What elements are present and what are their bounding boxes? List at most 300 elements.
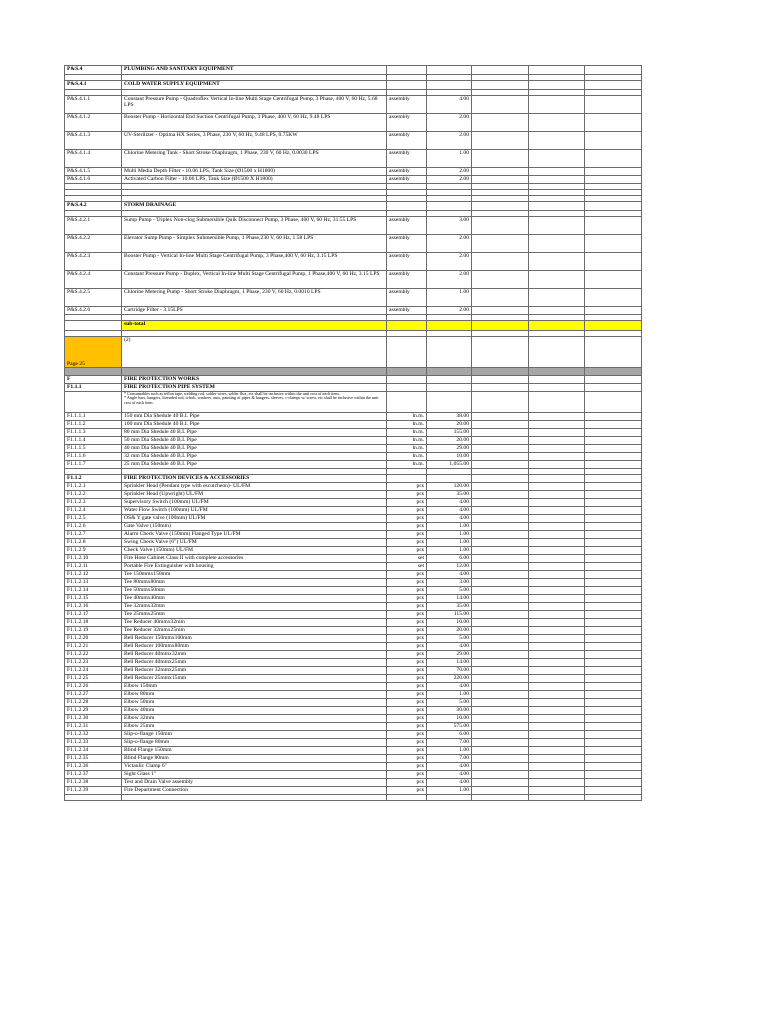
blank-cell — [529, 507, 585, 515]
item-description: Fire Hose Cabinet Class II with complete accessories — [122, 555, 387, 563]
blank-cell — [585, 707, 642, 715]
blank-cell — [585, 321, 642, 331]
item-quantity: 4.00 — [427, 571, 472, 579]
blank-cell — [585, 337, 642, 368]
item-quantity: 20.00 — [427, 421, 472, 429]
blank-cell — [529, 168, 585, 176]
blank-cell — [529, 384, 585, 392]
item-description: Constant Pressure Pump - Duplex, Vertical In-line Multi Stage Centrifugal Pump, 1 Phase,400 V, 60 Hz, 3.15 LPS — [122, 271, 387, 289]
item-quantity: 2.00 — [427, 253, 472, 271]
item-row — [65, 253, 642, 271]
item-code: F1.1.2.23 — [65, 659, 122, 667]
blank-cell — [472, 499, 529, 507]
blank-cell — [472, 289, 529, 307]
blank-cell — [529, 176, 585, 184]
blank-cell — [529, 579, 585, 587]
item-code: F1.1.2.17 — [65, 611, 122, 619]
item-code: F1.1.2.27 — [65, 691, 122, 699]
item-row — [65, 683, 642, 691]
item-code: F1.1.2.1 — [65, 483, 122, 491]
item-unit: pcs — [387, 683, 427, 691]
blank-cell — [472, 619, 529, 627]
blank-cell — [387, 384, 427, 392]
item-unit: pcs — [387, 619, 427, 627]
item-row — [65, 723, 642, 731]
item-row — [65, 691, 642, 699]
item-code: F1.1.2.8 — [65, 539, 122, 547]
blank-cell — [585, 307, 642, 315]
item-description: Elbow 50mm — [122, 699, 387, 707]
item-quantity: 4.00 — [427, 96, 472, 114]
blank-cell — [585, 699, 642, 707]
blank-cell — [472, 771, 529, 779]
blank-cell — [472, 595, 529, 603]
item-row — [65, 667, 642, 675]
item-quantity: 1.00 — [427, 747, 472, 755]
item-code: F1.1.1.5 — [65, 445, 122, 453]
blank-cell — [585, 531, 642, 539]
item-quantity: 12.00 — [427, 563, 472, 571]
blank-cell — [585, 523, 642, 531]
item-code: F1.1.2.22 — [65, 651, 122, 659]
item-quantity: 7.00 — [427, 755, 472, 763]
blank-cell — [529, 491, 585, 499]
item-row — [65, 547, 642, 555]
blank-cell — [472, 421, 529, 429]
item-unit: pcs — [387, 507, 427, 515]
blank-cell — [585, 483, 642, 491]
blank-cell — [472, 667, 529, 675]
blank-cell — [585, 755, 642, 763]
blank-cell — [529, 619, 585, 627]
blank-cell — [472, 202, 529, 211]
item-description: Tee Reducer 40mmx32mm — [122, 619, 387, 627]
item-unit: assembly — [387, 271, 427, 289]
item-code: F1.1.2.11 — [65, 563, 122, 571]
blank-cell — [585, 384, 642, 392]
item-code: P&S.4.1.1 — [65, 96, 122, 114]
item-unit: ln.m. — [387, 437, 427, 445]
item-row — [65, 453, 642, 461]
blank-cell — [585, 66, 642, 75]
item-row — [65, 421, 642, 429]
blank-cell — [472, 587, 529, 595]
section-title: FIRE PROTECTION WORKS — [122, 376, 387, 384]
blank-cell — [472, 217, 529, 235]
blank-cell — [472, 429, 529, 437]
blank-cell — [529, 627, 585, 635]
item-code: F1.1.2.5 — [65, 515, 122, 523]
item-row — [65, 491, 642, 499]
blank-cell — [472, 453, 529, 461]
item-code: P&S.4.2.3 — [65, 253, 122, 271]
item-code: F1.1.2.10 — [65, 555, 122, 563]
blank-cell — [529, 723, 585, 731]
subtotal-row — [65, 321, 642, 331]
item-code: F1.1.2.34 — [65, 747, 122, 755]
item-quantity: 4.00 — [427, 507, 472, 515]
blank-cell — [585, 763, 642, 771]
blank-cell — [472, 96, 529, 114]
blank-cell — [585, 779, 642, 787]
item-quantity: 2.00 — [427, 114, 472, 132]
item-unit: set — [387, 555, 427, 563]
item-unit: pcs — [387, 707, 427, 715]
item-code: F1.1.2.32 — [65, 731, 122, 739]
item-quantity: 5.00 — [427, 699, 472, 707]
blank-cell — [529, 132, 585, 150]
blank-cell — [472, 483, 529, 491]
section-title: FIRE PROTECTION DEVICES & ACCESSORIES — [122, 475, 387, 483]
item-code: P&S.4.1.4 — [65, 150, 122, 168]
item-quantity: 29.00 — [427, 651, 472, 659]
item-code: F1.1.2.29 — [65, 707, 122, 715]
blank-cell — [529, 595, 585, 603]
item-unit: pcs — [387, 571, 427, 579]
blank-cell — [472, 699, 529, 707]
item-description: Bell Reducer 40mmx25mm — [122, 659, 387, 667]
blank-cell — [585, 603, 642, 611]
blank-cell — [472, 150, 529, 168]
blank-cell — [387, 66, 427, 75]
blank-cell — [122, 795, 387, 801]
blank-cell — [472, 271, 529, 289]
blank-cell — [472, 707, 529, 715]
item-quantity: 1.00 — [427, 547, 472, 555]
item-description: Sump Pump - Triplex Non-clog Submersible Quik Disconnect Pump, 3 Phase, 400 V, 60 Hz, 31.55 LPS — [122, 217, 387, 235]
blank-cell — [529, 715, 585, 723]
blank-cell — [472, 555, 529, 563]
blank-cell — [585, 651, 642, 659]
item-unit: pcs — [387, 547, 427, 555]
blank-cell — [585, 132, 642, 150]
item-description: Sight Glass 1" — [122, 771, 387, 779]
item-quantity: 4.00 — [427, 499, 472, 507]
item-row — [65, 499, 642, 507]
item-quantity: 155.00 — [427, 429, 472, 437]
blank-cell — [585, 499, 642, 507]
blank-cell — [529, 731, 585, 739]
blank-cell — [585, 691, 642, 699]
blank-cell — [472, 321, 529, 331]
item-unit: ln.m. — [387, 421, 427, 429]
item-quantity: 1.00 — [427, 787, 472, 795]
item-row — [65, 531, 642, 539]
item-quantity: 4.00 — [427, 779, 472, 787]
item-row — [65, 763, 642, 771]
blank-cell — [472, 523, 529, 531]
section-code: F1.1.2 — [65, 475, 122, 483]
item-code: F1.1.2.15 — [65, 595, 122, 603]
item-row — [65, 595, 642, 603]
item-unit: pcs — [387, 779, 427, 787]
blank-cell — [585, 413, 642, 421]
blank-cell — [529, 461, 585, 469]
item-row — [65, 445, 642, 453]
item-unit: pcs — [387, 635, 427, 643]
blank-cell — [529, 271, 585, 289]
blank-cell — [529, 779, 585, 787]
item-row — [65, 563, 642, 571]
item-code: F1.1.2.36 — [65, 763, 122, 771]
item-code: F1.1.2.24 — [65, 667, 122, 675]
blank-cell — [529, 571, 585, 579]
item-code: P&S.4.2.5 — [65, 289, 122, 307]
blank-cell — [529, 515, 585, 523]
blank-cell — [529, 499, 585, 507]
blank-cell — [529, 368, 585, 376]
blank-cell — [472, 253, 529, 271]
item-quantity: 30.00 — [427, 707, 472, 715]
item-quantity: 35.00 — [427, 491, 472, 499]
item-unit: pcs — [387, 755, 427, 763]
item-quantity: 4.00 — [427, 763, 472, 771]
blank-cell — [427, 368, 472, 376]
blank-cell — [585, 168, 642, 176]
item-row — [65, 635, 642, 643]
blank-cell — [529, 787, 585, 795]
blank-cell — [472, 368, 529, 376]
item-row — [65, 168, 642, 176]
blank-cell — [427, 795, 472, 801]
blank-cell — [585, 659, 642, 667]
blank-cell — [585, 619, 642, 627]
item-description: 100 mm Dia Shedule 40 B.I. Pipe — [122, 421, 387, 429]
blank-cell — [529, 429, 585, 437]
item-unit: pcs — [387, 531, 427, 539]
item-description: 25 mm Dia Shedule 40 B.I. Pipe — [122, 461, 387, 469]
blank-cell — [427, 202, 472, 211]
item-description: Supervisory Switch (100mm) UL/FM — [122, 499, 387, 507]
blank-cell — [529, 739, 585, 747]
blank-cell — [472, 515, 529, 523]
section-title: FIRE PROTECTION PIPE SYSTEM — [122, 384, 387, 392]
item-code: F1.1.1.1 — [65, 413, 122, 421]
item-row — [65, 307, 642, 315]
blank-cell — [472, 739, 529, 747]
item-quantity: 2.00 — [427, 132, 472, 150]
section-title: COLD WATER SUPPLY EQUIPMENT — [122, 81, 387, 90]
item-quantity: 6.00 — [427, 731, 472, 739]
section-header-row — [65, 475, 642, 483]
item-description: Bell Reducer 40mmx32mm — [122, 651, 387, 659]
blank-cell — [585, 747, 642, 755]
item-quantity: 1.00 — [427, 539, 472, 547]
item-unit: ln.m. — [387, 445, 427, 453]
item-code: P&S.4.1.2 — [65, 114, 122, 132]
blank-cell — [472, 307, 529, 315]
blank-cell — [529, 691, 585, 699]
item-code: F1.1.2.28 — [65, 699, 122, 707]
item-row — [65, 114, 642, 132]
item-row — [65, 461, 642, 469]
blank-cell — [529, 523, 585, 531]
item-row — [65, 483, 642, 491]
blank-cell — [529, 453, 585, 461]
blank-cell — [472, 531, 529, 539]
blank-cell — [472, 547, 529, 555]
blank-cell — [585, 795, 642, 801]
item-quantity: 7.00 — [427, 739, 472, 747]
item-quantity: 1.00 — [427, 531, 472, 539]
blank-cell — [387, 337, 427, 368]
item-code: F1.1.1.3 — [65, 429, 122, 437]
item-description: 150 mm Dia Shedule 40 B.I. Pipe — [122, 413, 387, 421]
blank-cell — [472, 176, 529, 184]
blank-cell — [529, 635, 585, 643]
item-unit: assembly — [387, 235, 427, 253]
blank-cell — [585, 217, 642, 235]
section-code: P&S.4.2 — [65, 202, 122, 211]
item-unit: pcs — [387, 523, 427, 531]
blank-cell — [65, 795, 122, 801]
blank-cell — [472, 132, 529, 150]
blank-cell — [529, 217, 585, 235]
separator-row — [65, 368, 642, 376]
item-code: F1.1.2.35 — [65, 755, 122, 763]
item-code: F1.1.2.2 — [65, 491, 122, 499]
item-description: Booster Pump - Horizontal End Suction Centrifugal Pump, 3 Phase, 400 V, 60 Hz, 9.48 LPS — [122, 114, 387, 132]
item-description: Fire Department Connection — [122, 787, 387, 795]
blank-cell — [472, 445, 529, 453]
item-unit: ln.m. — [387, 453, 427, 461]
blank-cell — [529, 667, 585, 675]
item-unit: pcs — [387, 747, 427, 755]
item-unit: pcs — [387, 611, 427, 619]
blank-cell — [529, 202, 585, 211]
blank-cell — [472, 795, 529, 801]
blank-cell — [529, 421, 585, 429]
blank-cell — [472, 81, 529, 90]
blank-cell — [472, 579, 529, 587]
blank-cell — [529, 96, 585, 114]
item-code: F1.1.2.13 — [65, 579, 122, 587]
blank-cell — [472, 747, 529, 755]
item-code: P&S.4.2.6 — [65, 307, 122, 315]
item-row — [65, 571, 642, 579]
item-unit: set — [387, 563, 427, 571]
item-row — [65, 643, 642, 651]
item-quantity: 3.00 — [427, 217, 472, 235]
item-quantity: 35.00 — [427, 603, 472, 611]
item-unit: ln.m. — [387, 413, 427, 421]
blank-cell — [585, 368, 642, 376]
blank-cell — [472, 491, 529, 499]
item-code: F1.1.2.33 — [65, 739, 122, 747]
note-consumables: * Consumables such as teflon tape, welding rod, solder wires, solder flux, etc shall be inclusive within the unit cost of each item. — [124, 391, 340, 396]
blank-cell — [585, 715, 642, 723]
blank-cell — [472, 539, 529, 547]
item-unit: pcs — [387, 723, 427, 731]
blank-cell — [529, 643, 585, 651]
blank-cell — [387, 795, 427, 801]
blank-cell — [529, 563, 585, 571]
blank-cell — [585, 547, 642, 555]
item-row — [65, 523, 642, 531]
blank-cell — [585, 635, 642, 643]
blank-cell — [427, 384, 472, 392]
item-description: Test and Drain Valve assembly — [122, 779, 387, 787]
blank-cell — [529, 483, 585, 491]
section-header-row — [65, 202, 642, 211]
item-quantity: 2.00 — [427, 271, 472, 289]
blank-cell — [585, 723, 642, 731]
item-unit: assembly — [387, 307, 427, 315]
blank-cell — [427, 392, 472, 413]
blank-cell — [472, 683, 529, 691]
item-row — [65, 619, 642, 627]
item-quantity: 14.00 — [427, 595, 472, 603]
blank-cell — [529, 795, 585, 801]
item-quantity: 1.00 — [427, 289, 472, 307]
blank-cell — [529, 707, 585, 715]
item-quantity: 5.00 — [427, 635, 472, 643]
item-row — [65, 715, 642, 723]
blank-cell — [472, 337, 529, 368]
blank-cell — [529, 683, 585, 691]
item-quantity: 2.00 — [427, 307, 472, 315]
item-quantity: 1.00 — [427, 150, 472, 168]
page-note: (2) — [122, 337, 387, 368]
blank-cell — [529, 611, 585, 619]
item-code: F1.1.2.9 — [65, 547, 122, 555]
blank-cell — [585, 739, 642, 747]
item-unit: pcs — [387, 739, 427, 747]
blank-cell — [585, 539, 642, 547]
item-description: Blind Flange 80mm — [122, 755, 387, 763]
item-code: F1.1.2.4 — [65, 507, 122, 515]
blank-cell — [387, 81, 427, 90]
blank-cell — [472, 437, 529, 445]
item-unit: pcs — [387, 491, 427, 499]
item-unit: pcs — [387, 731, 427, 739]
item-quantity: 120.00 — [427, 483, 472, 491]
item-row — [65, 217, 642, 235]
blank-cell — [529, 289, 585, 307]
blank-cell — [65, 392, 122, 413]
item-description: 40 mm Dia Shedule 40 B.I. Pipe — [122, 445, 387, 453]
item-row — [65, 132, 642, 150]
item-code: F1.1.2.3 — [65, 499, 122, 507]
blank-cell — [529, 392, 585, 413]
blank-cell — [585, 96, 642, 114]
item-row — [65, 739, 642, 747]
item-description: Elbow 25mm — [122, 723, 387, 731]
item-quantity: 5.00 — [427, 587, 472, 595]
item-unit: pcs — [387, 691, 427, 699]
blank-cell — [585, 453, 642, 461]
section-code: F — [65, 376, 122, 384]
page-label: Page 25 — [65, 337, 122, 368]
section-code: P&S.4.1 — [65, 81, 122, 90]
blank-cell — [472, 627, 529, 635]
item-quantity: 14.00 — [427, 659, 472, 667]
blank-cell — [472, 235, 529, 253]
blank-cell — [472, 723, 529, 731]
blank-cell — [585, 376, 642, 384]
blank-cell — [585, 579, 642, 587]
item-row — [65, 707, 642, 715]
item-description: Tee 80mmx80mm — [122, 579, 387, 587]
blank-cell — [529, 66, 585, 75]
blank-cell — [585, 176, 642, 184]
item-quantity: 70.00 — [427, 667, 472, 675]
blank-cell — [585, 289, 642, 307]
item-description: Chlorine Metering Tank - Short Stroke Diaphragm, 1 Phase, 230 V, 60 Hz, 0.0030 LPS — [122, 150, 387, 168]
item-code: P&S.4.2.4 — [65, 271, 122, 289]
blank-cell — [529, 376, 585, 384]
item-quantity: 220.00 — [427, 675, 472, 683]
